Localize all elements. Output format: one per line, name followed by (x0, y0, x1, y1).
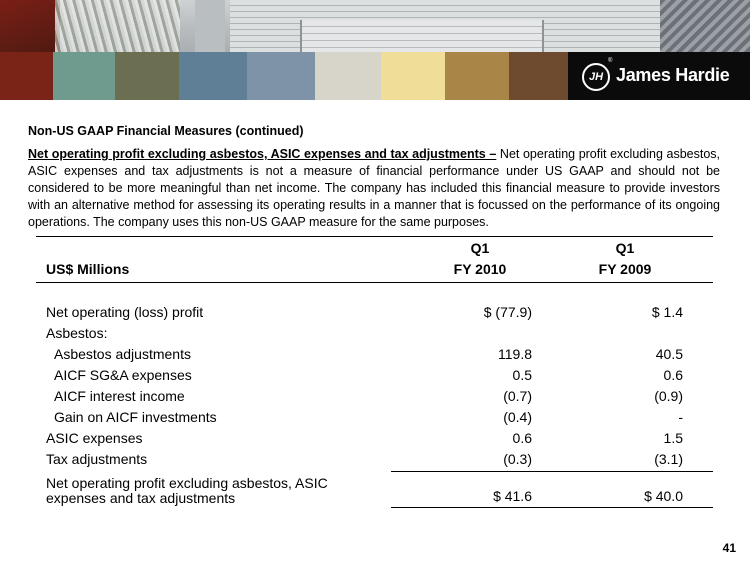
header-bottom-rule (36, 282, 713, 283)
value-fy2010: 0.6 (512, 430, 532, 446)
row-label: AICF interest income (54, 388, 185, 404)
page-title: Non-US GAAP Financial Measures (continued) (28, 124, 304, 138)
table-row (0, 388, 750, 408)
total-label-line2: expenses and tax adjustments (46, 490, 236, 506)
table-row (0, 367, 750, 387)
color-swatch (381, 52, 445, 100)
column-header-q1-fy2010: Q1 (470, 240, 490, 256)
subtotal-rule (391, 471, 713, 472)
value-fy2009: 1.5 (663, 430, 683, 446)
value-fy2010: (0.3) (503, 451, 532, 467)
column-header-fy2010: FY 2010 (453, 261, 507, 277)
value-fy2010: (0.4) (503, 409, 532, 425)
color-swatch (509, 52, 568, 100)
table-row (0, 430, 750, 450)
value-fy2009: $ 1.4 (651, 304, 683, 320)
column-header-fy2009: FY 2009 (598, 261, 652, 277)
table-row (0, 451, 750, 471)
total-value-fy2010: $ 41.6 (493, 488, 532, 504)
value-fy2009: (0.9) (654, 388, 683, 404)
column-header-q1-fy2009: Q1 (615, 240, 635, 256)
table-bottom-rule (391, 507, 713, 508)
color-swatch (247, 52, 315, 100)
table-total-row (0, 475, 750, 509)
table-row (0, 409, 750, 429)
company-logo (568, 52, 750, 100)
units-label: US$ Millions (46, 261, 130, 277)
color-swatch (179, 52, 247, 100)
total-label-line1: Net operating profit excluding asbestos, ASIC (46, 475, 328, 491)
color-swatch-strip (0, 52, 568, 100)
value-fy2010: 0.5 (512, 367, 532, 383)
company-name: James Hardie (616, 65, 730, 85)
description-paragraph (28, 146, 720, 231)
row-label: Net operating (loss) profit (46, 304, 204, 320)
table-row (0, 325, 750, 345)
row-label: Gain on AICF investments (54, 409, 217, 425)
table-top-rule (36, 236, 713, 237)
header-banner (0, 0, 750, 100)
value-fy2009: 40.5 (655, 346, 683, 362)
value-fy2009: 0.6 (663, 367, 683, 383)
table-row (0, 304, 750, 324)
measure-definition-text: Net operating profit excluding asbestos, ASIC expenses and tax adjustments is not a measure of financial performance under US GAAP and should not be considered to be more meaningful than net income. The company has included this financial measure to provide investors with an alternative method for assessing its operating results in a manner that is focussed on the performance of its ongoing operations. The company uses this non-US GAAP measure for the same purposes. (28, 147, 721, 229)
total-value-fy2009: $ 40.0 (644, 488, 683, 504)
jh-logo-icon: JH (582, 63, 610, 91)
row-label: Asbestos: (46, 325, 108, 341)
value-fy2010: (0.7) (503, 388, 532, 404)
row-label: ASIC expenses (46, 430, 143, 446)
table-row (0, 346, 750, 366)
value-fy2010: $ (77.9) (483, 304, 532, 320)
row-label: AICF SG&A expenses (54, 367, 192, 383)
header-photo (0, 0, 750, 52)
color-swatch (0, 52, 53, 100)
value-fy2010: 119.8 (498, 346, 532, 362)
color-swatch (445, 52, 509, 100)
color-swatch (115, 52, 179, 100)
color-swatch (315, 52, 381, 100)
color-swatch (53, 52, 115, 100)
page-number: 41 (722, 541, 736, 555)
row-label: Asbestos adjustments (54, 346, 191, 362)
registered-mark: ® (608, 58, 613, 64)
row-label: Tax adjustments (46, 451, 148, 467)
measure-definition-lead: Net operating profit excluding asbestos, ASIC expenses and tax adjustments – (28, 147, 497, 161)
value-fy2009: - (678, 409, 683, 425)
value-fy2009: (3.1) (654, 451, 683, 467)
